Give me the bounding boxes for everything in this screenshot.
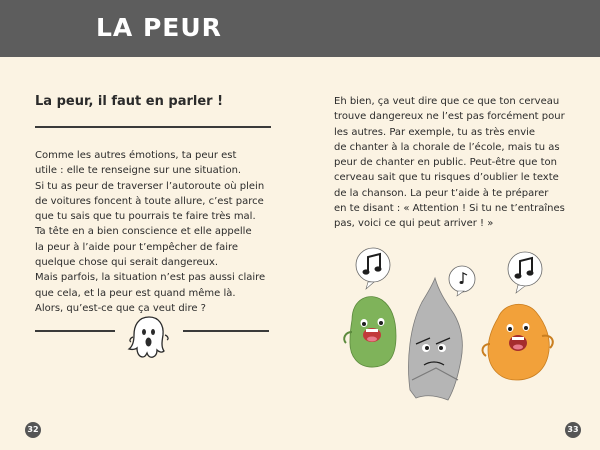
section-heading: La peur, il faut en parler ! (35, 94, 224, 109)
orange-monster (483, 304, 553, 380)
divider (35, 126, 271, 128)
left-text-block (35, 148, 283, 316)
grey-monster (409, 278, 463, 400)
text-line: trouve dangereux ne l’est pas forcément pour (334, 111, 565, 123)
text-line: les autres. Par exemple, tu as très envie (334, 126, 536, 138)
text-line: Si tu as peur de traverser l’autoroute où plein (35, 180, 265, 192)
text-line: la peur à l’aide pour t’empêcher de faire (35, 241, 239, 253)
text-line: Eh bien, ça veut dire que ce que ton cerveau (334, 96, 560, 107)
text-line: de la chanson. La peur t’aide à te préparer (334, 187, 549, 199)
page-number: 32 (25, 422, 41, 438)
text-line: de chanter à la chorale de l’école, mais tu as (334, 141, 560, 153)
text-line: que tu sais que tu pourrais te faire très mal. (35, 211, 256, 223)
text-line: de voitures foncent à toute allure, c’est parce (35, 195, 264, 207)
singing-monsters-illustration (326, 240, 566, 410)
text-line: utile : elle te renseigne sur une situation. (35, 165, 242, 177)
music-note-icon (356, 248, 390, 289)
divider (183, 330, 269, 332)
text-line: Ta tête en a bien conscience et elle appelle (35, 226, 252, 238)
text-line: que cela, et la peur est quand même là. (35, 287, 236, 299)
page-title: LA PEUR (96, 13, 222, 42)
text-line: pas, voici ce qui peut arriver ! » (334, 218, 494, 230)
text-line: Mais parfois, la situation n’est pas aussi claire (35, 272, 266, 284)
divider (35, 330, 115, 332)
text-line: peur de chanter en public. Peut-être que ton (334, 157, 557, 169)
music-note-icon (449, 266, 475, 296)
music-note-icon (508, 252, 542, 293)
green-monster (344, 297, 396, 367)
text-line: quelque chose qui serait dangereux. (35, 257, 219, 269)
text-line: Alors, qu’est-ce que ça veut dire ? (35, 302, 206, 314)
text-line: Comme les autres émotions, ta peur est (35, 150, 237, 161)
text-line: cerveau sait que tu risques d’oublier le texte (334, 172, 559, 184)
page-number: 33 (565, 422, 581, 438)
ghost-icon (124, 313, 174, 363)
right-text-block (334, 94, 576, 232)
text-line: en te disant : « Attention ! Si tu ne t’entraînes (334, 203, 565, 215)
header-bar (0, 0, 600, 57)
